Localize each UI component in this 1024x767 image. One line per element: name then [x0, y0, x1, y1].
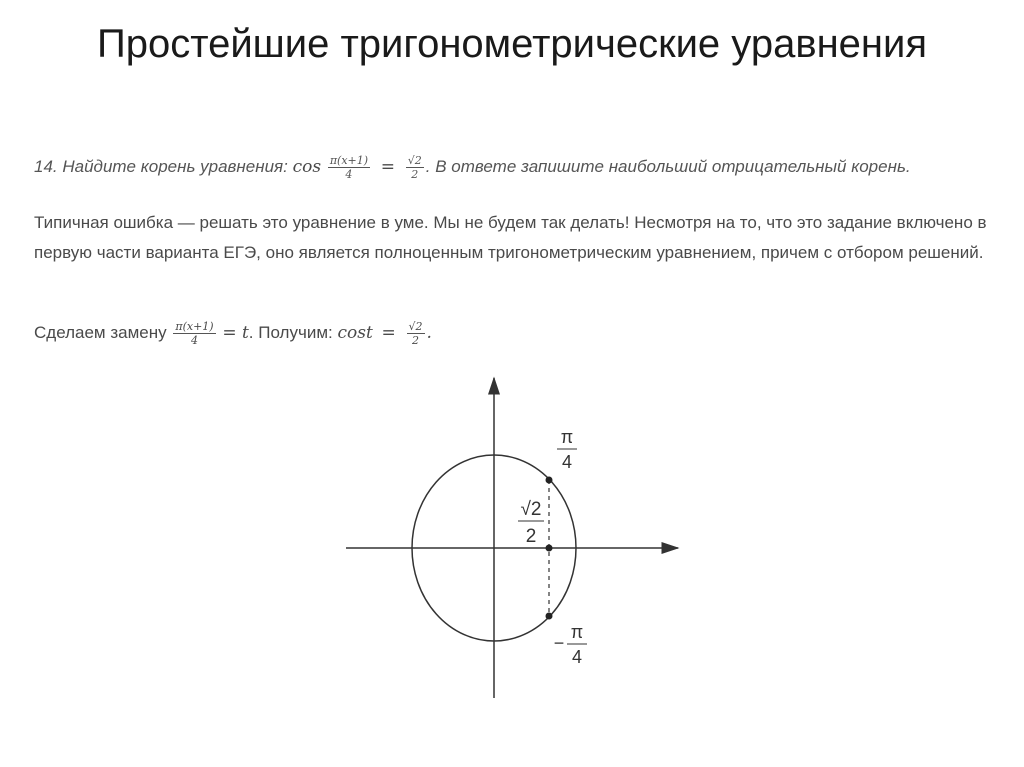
substitution-rhs-numerator: √2 [408, 320, 423, 334]
value-label-numerator: √2 [520, 499, 542, 520]
top-label-numerator: π [560, 427, 574, 447]
task-fraction-denominator: 4 [345, 168, 353, 182]
substitution-prefix: Сделаем замену [34, 323, 167, 342]
substitution-fraction-numerator: π(x+1) [175, 320, 214, 334]
bottom-label-numerator: π [570, 622, 584, 642]
unit-circle-diagram [330, 370, 690, 710]
task-rhs-numerator: √2 [407, 154, 422, 168]
substitution-cost: cost [337, 323, 373, 343]
substitution-fraction [173, 320, 215, 347]
task-fraction [328, 154, 370, 181]
value-label-denominator: 2 [525, 526, 537, 547]
bottom-label-denominator: 4 [571, 647, 583, 667]
substitution-fraction-denominator: 4 [190, 334, 198, 348]
substitution-rhs-fraction [407, 320, 425, 347]
task-rhs-denominator: 2 [411, 168, 419, 182]
point-minus-pi-over-4 [546, 613, 553, 620]
point-pi-over-4 [546, 477, 553, 484]
substitution-end: . [426, 323, 432, 343]
task-prefix: 14. Найдите корень уравнения: [34, 157, 288, 176]
task-equals: = [380, 157, 396, 177]
bottom-label-minus: − [553, 633, 565, 653]
point-on-x-axis [546, 545, 553, 552]
substitution-equals-t: = t [222, 323, 249, 343]
slide-title: Простейшие тригонометрические уравнения [96, 22, 928, 66]
substitution-line [34, 318, 994, 348]
substitution-middle: . Получим: [248, 323, 333, 342]
top-label-denominator: 4 [561, 452, 573, 472]
task-suffix: . В ответе запишите наибольший отрицательный корень. [425, 157, 911, 176]
task-cos: cos [292, 157, 322, 177]
substitution-rhs-denominator: 2 [412, 334, 419, 348]
task-rhs-fraction [406, 154, 424, 181]
task-statement [34, 152, 994, 182]
task-fraction-numerator: π(x+1) [329, 154, 369, 168]
explanation-paragraph: Типичная ошибка — решать это уравнение в уме. Мы не будем так делать! Несмотря на то, что это задание включено в первую части варианта ЕГЭ, оно является полноценным тригонометрическим уравнением, причем с отбором решений. [34, 213, 987, 262]
substitution-equals: = [381, 323, 396, 343]
